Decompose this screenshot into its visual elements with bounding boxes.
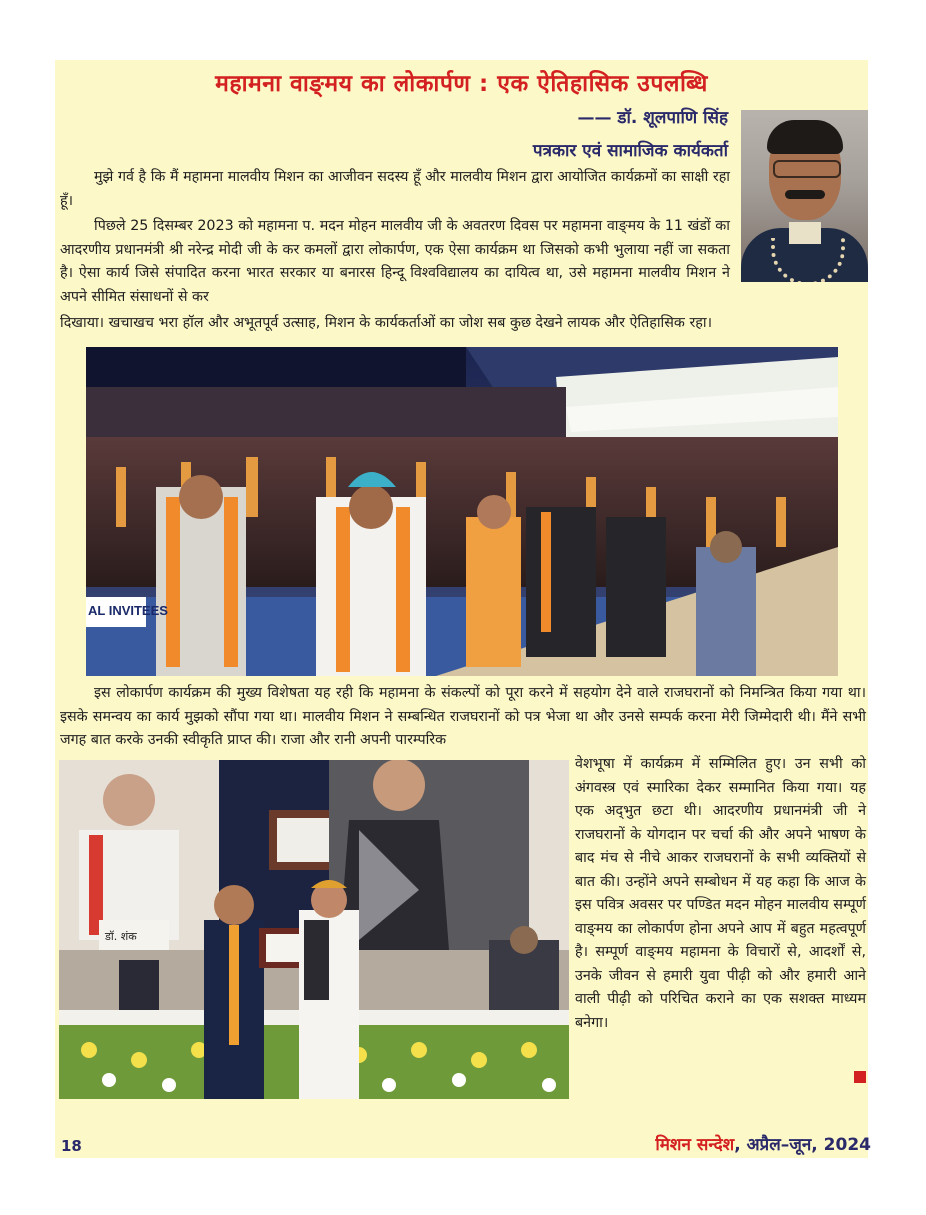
- article-end-mark: [854, 1071, 866, 1083]
- paragraph-3-continued: वेशभूषा में कार्यक्रम में सम्मिलित हुए। उन सभी को अंगवस्त्र एवं स्मारिका देकर सम्मानित किया गया। यह एक अद्‌भुत छटा थी। आदरणीय प्रधानमंत्री जी ने राजघरानों के योगदान पर चर्चा की और अपने भाषण के बाद मंच से नीचे आकर राजघरानों के सभी व्यक्तियों से बात की। उन्होंने अपने सम्बोधन में यह कहा कि आज के इस पवित्र अवसर पर पण्डित मदन मोहन मालवीय सम्पूर्ण वाङ्‌मय का लोकार्पण होना अपने आप में बहुत महत्वपूर्ण है। सम्पूर्ण वाङ्‌मय महामना के विचारों से, आदर्शों से, उनके जीवन से हमारी युवा पीढ़ी को और हमारी आने वाली पीढ़ी को परिचित कराने का एक सशक्त माध्यम बनेगा।: [575, 756, 866, 1031]
- paragraph-1: मुझे गर्व है कि मैं महामना मालवीय मिशन का आजीवन सदस्य हूँ और मालवीय मिशन द्वारा आयोजित कार्यक्रमों का साक्षी रहा हूँ।: [60, 169, 730, 209]
- paragraph-2: पिछले 25 दिसम्बर 2023 को महामना प. मदन मोहन मालवीय जी के अवतरण दिवस पर महामना वाङ्‌मय के 11 खंडों का आदरणीय प्रधानमंत्री श्री नरेन्द्र मोदी जी के कर कमलों द्वारा लोकार्पण, एक ऐसा कार्यक्रम था जिसको कभी भुलाया नहीं जा सकता है। ऐसा कार्य जिसे संपादित करना भारत सरकार या बनारस हिन्दू विश्वविद्यालय का दायित्व था, उसे महामना मालवीय मिशन ने अपने सीमित संसाधनों से कर: [60, 218, 730, 305]
- paragraph-2-continued: दिखाया। खचाखच भरा हॉल और अभूतपूर्व उत्साह, मिशन के कार्यकर्ताओं का जोश सब कुछ देखने लायक और ऐतिहासिक रहा।: [60, 315, 713, 331]
- stage-name-sign: डॉ. शंक: [105, 930, 137, 943]
- issue-date: , अप्रैल–जून, 2024: [734, 1135, 871, 1155]
- author-name: —— डॉ. शूलपाणि सिंह: [577, 108, 728, 128]
- page-panel: [55, 60, 871, 1158]
- paragraph-3: इस लोकार्पण कार्यक्रम की मुख्य विशेषता यह रही कि महामना के संकल्पों को पूरा करने में सहयोग देने वाले राजघरानों को निमन्त्रित किया गया था। इसके समन्वय का कार्य मुझको सौंपा गया था। मालवीय मिशन ने सम्बन्धित राजघरानों को पत्र भेजा था और उनसे सम्पर्क करना मेरी जिम्मेदारी थी। मैंने सभी जगह बात करके उनकी स्वीकृति प्राप्त की। राजा और रानी अपनी पारम्परिक: [60, 685, 866, 748]
- invitees-sign: AL INVITEES: [88, 603, 168, 618]
- page-number: 18: [61, 1137, 82, 1155]
- magazine-name: मिशन सन्देश: [655, 1135, 735, 1155]
- author-portrait: [741, 110, 868, 282]
- author-role: पत्रकार एवं सामाजिक कार्यकर्ता: [532, 141, 728, 161]
- award-ceremony-photo: [59, 760, 569, 1099]
- footer-issue: [655, 1132, 871, 1155]
- auditorium-photo: [86, 347, 838, 676]
- article-title: महामना वाङ्‌मय का लोकार्पण : एक ऐतिहासिक उपलब्धि: [215, 71, 708, 97]
